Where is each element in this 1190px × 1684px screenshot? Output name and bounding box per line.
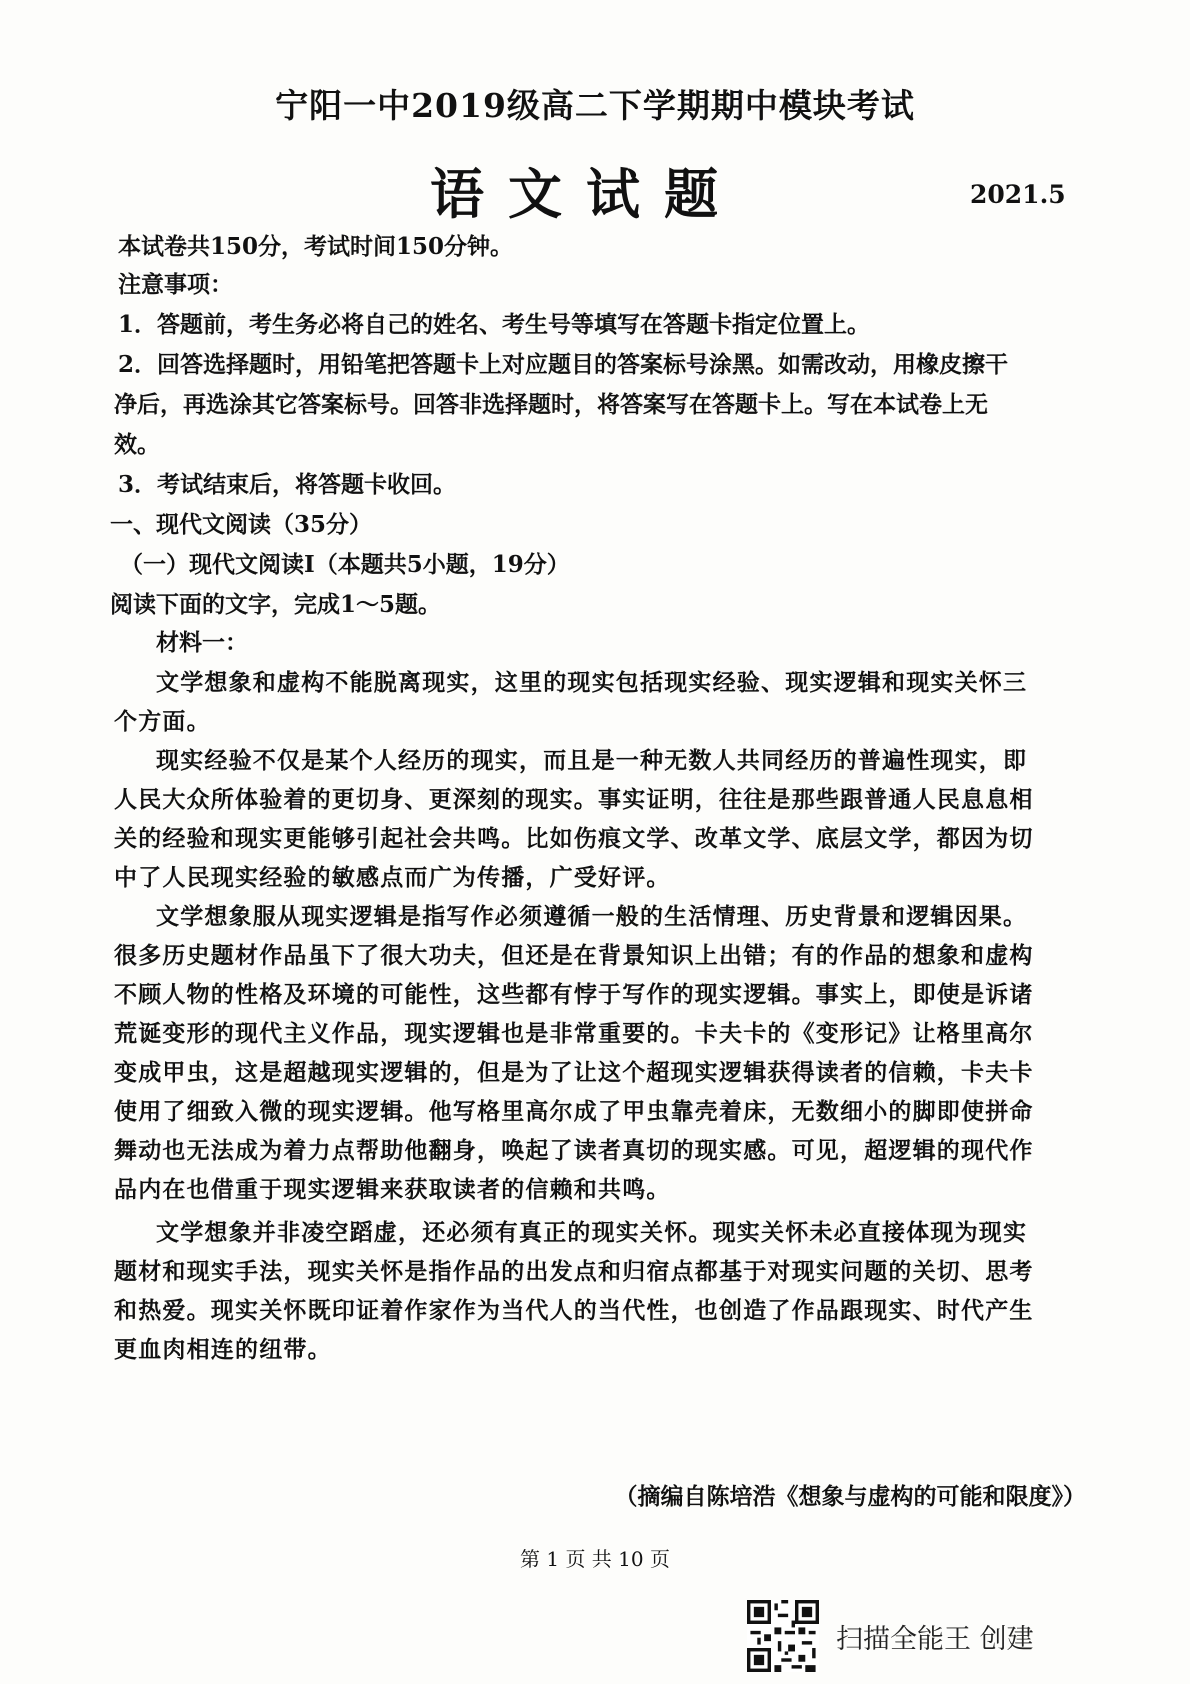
section-title: 一、现代文阅读（35分） — [110, 511, 373, 538]
scanner-watermark: 扫描全能王 创建 — [836, 1624, 1034, 1655]
body-line: 使用了细致入微的现实逻辑。他写格里高尔成了甲虫靠壳着床，无数细小的脚即使拼命 — [114, 1098, 1034, 1125]
body-line: 更血肉相连的纽带。 — [114, 1336, 332, 1363]
subject-title: 语文试题 — [430, 162, 742, 226]
body-line: 品内在也借重于现实逻辑来获取读者的信赖和共鸣。 — [114, 1176, 671, 1203]
body-line: 个方面。 — [114, 708, 211, 735]
reading-instruction: 阅读下面的文字，完成1～5题。 — [110, 591, 442, 618]
body-line: 现实经验不仅是某个人经历的现实，而且是一种无数人共同经历的普遍性现实，即 — [156, 747, 1028, 774]
page-footer: 第 1 页 共 10 页 — [520, 1547, 670, 1571]
qr-code-icon — [747, 1600, 819, 1672]
exam-date: 2021.5 — [970, 180, 1066, 209]
notice-item-2-line-3: 效。 — [114, 431, 160, 458]
body-line: 变成甲虫，这是超越现实逻辑的，但是为了让这个超现实逻辑获得读者的信赖，卡夫卡 — [114, 1059, 1034, 1086]
material-label: 材料一： — [156, 629, 248, 656]
section-subtitle: （一）现代文阅读Ⅰ（本题共5小题，19分） — [120, 551, 570, 578]
notice-item-1: 1．答题前，考生务必将自己的姓名、考生号等填写在答题卡指定位置上。 — [118, 311, 871, 338]
body-line: 舞动也无法成为着力点帮助他翻身，唤起了读者真切的现实感。可见，超逻辑的现代作 — [114, 1137, 1034, 1164]
notice-item-2-line-2: 净后，再选涂其它答案标号。回答非选择题时，将答案写在答题卡上。写在本试卷上无 — [114, 391, 988, 418]
body-line: 中了人民现实经验的敏感点而广为传播，广受好评。 — [114, 864, 671, 891]
body-line: 关的经验和现实更能够引起社会共鸣。比如伤痕文学、改革文学、底层文学，都因为切 — [114, 825, 1034, 852]
body-line: 文学想象和虚构不能脱离现实，这里的现实包括现实经验、现实逻辑和现实关怀三 — [156, 669, 1028, 696]
body-line: 文学想象服从现实逻辑是指写作必须遵循一般的生活情理、历史背景和逻辑因果。 — [156, 903, 1028, 930]
body-line: 文学想象并非凌空蹈虚，还必须有真正的现实关怀。现实关怀未必直接体现为现实 — [156, 1219, 1028, 1246]
notice-heading: 注意事项： — [118, 271, 233, 298]
source-citation: （摘编自陈培浩《想象与虚构的可能和限度》） — [614, 1483, 1086, 1510]
body-line: 人民大众所体验着的更切身、更深刻的现实。事实证明，往往是那些跟普通人民息息相 — [114, 786, 1034, 813]
body-line: 和热爱。现实关怀既印证着作家作为当代人的当代性，也创造了作品跟现实、时代产生 — [114, 1297, 1034, 1324]
intro-text: 本试卷共150分，考试时间150分钟。 — [118, 233, 514, 260]
body-line: 题材和现实手法，现实关怀是指作品的出发点和归宿点都基于对现实问题的关切、思考 — [114, 1258, 1034, 1285]
body-line: 不顾人物的性格及环境的可能性，这些都有悖于写作的现实逻辑。事实上，即使是诉诸 — [114, 981, 1034, 1008]
body-line: 荒诞变形的现代主义作品，现实逻辑也是非常重要的。卡夫卡的《变形记》让格里高尔 — [114, 1020, 1034, 1047]
body-line: 很多历史题材作品虽下了很大功夫，但还是在背景知识上出错；有的作品的想象和虚构 — [114, 942, 1034, 969]
notice-item-3: 3．考试结束后，将答题卡收回。 — [118, 471, 457, 498]
notice-item-2-line-1: 2．回答选择题时，用铅笔把答题卡上对应题目的答案标号涂黑。如需改动，用橡皮擦干 — [118, 351, 1009, 378]
school-title: 宁阳一中2019级高二下学期期中模块考试 — [275, 86, 915, 125]
